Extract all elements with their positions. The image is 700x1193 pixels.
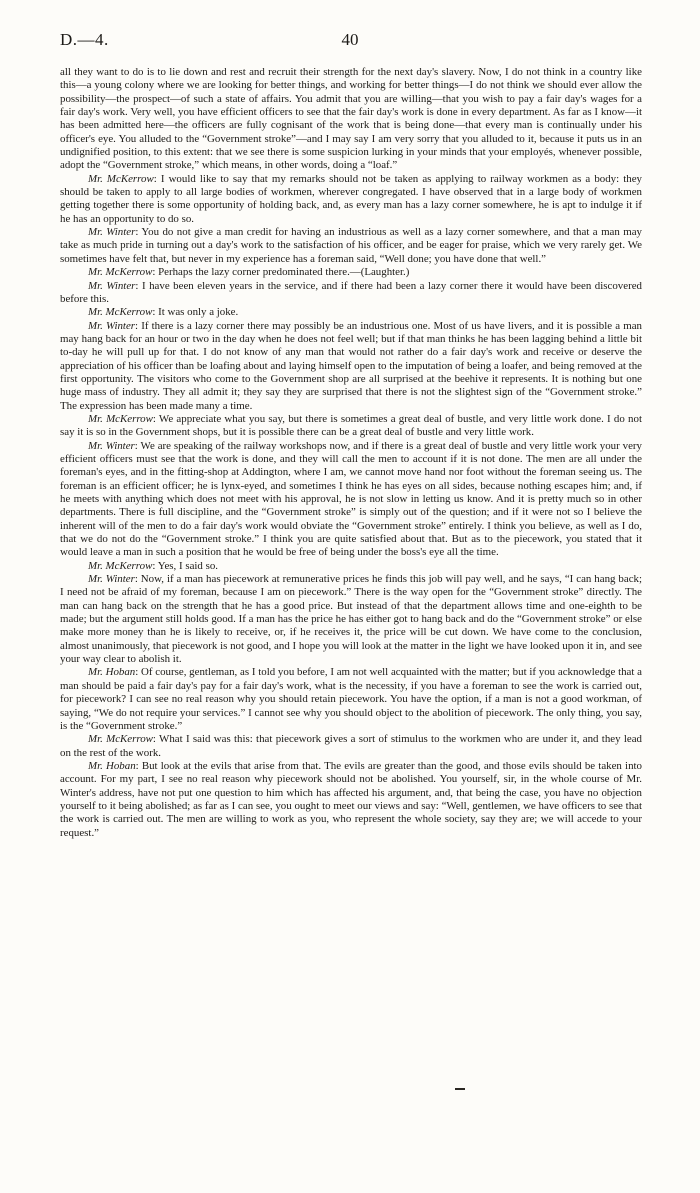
speaker-name: Mr. Winter — [88, 279, 136, 292]
paragraph — [60, 760, 642, 840]
paragraph — [60, 66, 642, 173]
paragraph-text: : What I said was this: that piecework gives a sort of stimulus to the workmen who are under it, and they lead on the rest of the work. — [60, 733, 642, 759]
document-code: D.—4. — [60, 30, 109, 49]
paragraph — [60, 320, 642, 413]
speaker-name: Mr. McKerrow — [88, 733, 153, 746]
speaker-name: Mr. Winter — [88, 439, 135, 452]
paragraph-text: : If there is a lazy corner there may possibly be an industrious one. Most of us have livers, and it is possible a man may hang back for an hour or two in the day when he does not feel well; but if that man thinks he has been lagging behind a little bit to-day he will pull up for that. I do not know of any man that would not rather do a fair day's work and receive or deserve the appreciation of his officer than be loafing about and laying himself open to the imputation of being a loafer, and being removed at the first opportunity. The visitors who come to the Government shop are all surprised at the beehive it represents. It is nothing but one huge mass of industry. They all admit it; they say they are surprised that there is not the slightest sign of the “Government stroke.” The expression has been made many a time. — [60, 319, 643, 412]
speaker-name: Mr. McKerrow — [88, 306, 153, 319]
speaker-name: Mr. Hoban — [88, 759, 136, 772]
paragraph-text: : Now, if a man has piecework at remunerative prices he finds this job will pay well, and he says, “I can hang back; I need not be afraid of my foreman, because I am on piecework.” There is the way open for the “Government stroke” directly. The man can hang back on the strength that he has a good price. But instead of that the department allows time and one-eighth to be made; but the argument still holds good. If a man has the price he has either got to hang back and do the “Government stroke” or else make more money than he is likely to receive, or, if he receives it, the price will be cut down. We have come to the conclusion, almost unanimously, that piecework is not good, and I hope you will look at the matter in the light we have looked upon it in, and see your way clear to abolish it. — [60, 573, 642, 666]
page-body — [60, 66, 642, 840]
paragraph-text: : You do not give a man credit for having an industrious as well as a lazy corner somewhere, and that a man may take as much pride in turning out a day's work to the satisfaction of his officer, and be eager for praise, which we very rarely get. We sometimes have felt that, but never in my experience has a foreman said, “Well done; you have done that well.” — [60, 226, 643, 265]
speaker-name: Mr. McKerrow — [88, 559, 153, 572]
paragraph — [60, 733, 642, 760]
paragraph-text: : Of course, gentleman, as I told you before, I am not well acquainted with the matter; but if you acknowledge that a man should be paid a fair day's pay for a fair day's work, what is the necessity, if you have a foreman to see the work is carried out, for piecework? I can see no real reason why you should retain piecework. You have the option, if a man is not a good workman, of saying, “We do not require your services.” I cannot see why you should object to the abolition of piecework. The only thing, you say, is the “Government stroke.” — [60, 666, 642, 732]
paragraph-text: : Perhaps the lazy corner predominated there.—(Laughter.) — [152, 266, 410, 279]
paragraph — [60, 306, 642, 319]
paragraph-text: : But look at the evils that arise from that. The evils are greater than the good, and those evils should be taken into account. For my part, I see no real reason why piecework should not be abolished. You yourself, sir, in the whole course of Mr. Winter's address, have not put one question to him which has affected his argument, and, that being the case, you have no objection yourself to it being abolished; as far as I can see, you ought to meet our views and say: “Well, gentlemen, we have officers to see that the work is carried out. The men are willing to work as you, who represent the whole society, say they are; we will accede to your request.” — [60, 759, 642, 839]
paragraph-text: : We are speaking of the railway workshops now, and if there is a great deal of bustle and very little work your very efficient officers must see that the work is done, and they will call the men to account if it is not done. The men are all under the foreman's eyes, and in the fitting-shop at Addington, where I am, we cannot move hand nor foot without the foreman seeing us. The foreman is an efficient officer; he is lynx-eyed, and sometimes I think he has eyes on all sides, because nothing escapes him; and, if he meets with anything which does not meet with his approval, he is not slow in letting us know. And it is pretty much so in other departments. There is full discipline, and the “Government stroke” is simply out of the question; and if it were not so I believe the inherent will of the men to do a fair day's work would obviate the “Government stroke” entirely. I think you believe, as well as I do, that we do not do the “Government stroke.” I think you are quite satisfied about that. But as to the piecework, you stated that it would leave a man in such a position that he would be free of being under the boss's eye all the time. — [60, 439, 642, 559]
speaker-name: Mr. McKerrow — [88, 412, 153, 425]
paragraph — [60, 573, 642, 666]
paragraph-text: all they want to do is to lie down and rest and recruit their strength for the next day's slavery. Now, I do not think in a country like this—a young colony where we are looking for better things, and working for better things—I do not think we should ever allow the possibility—the prospect—of such a state of affairs. You admit that you are willing—that you wish to pay a fair day's wages for a fair day's work. Very well, you have efficient officers to see that the fair day's work is done in every department. As far as I know—it has been admitted here—the officers are fully cognisant of the work that is being done—that every man is continually under his officer's eye. You alluded to the “Government stroke”—and I may say I am very sorry that you alluded to it, because it puts us in an undignified position, to this extent: that we see there is some suspicion lurking in your minds that your employés, whenever possible, adopt the “Government stroke,” which means, in other words, doing a “loaf.” — [60, 66, 642, 172]
paragraph-text: : I would like to say that my remarks should not be taken as applying to railway workmen as a body: they should be taken to apply to all large bodies of workmen, wherever congregated. I have observed that in a large body of workmen getting together there is some opportunity of holding back, and, as every man has a lazy corner somewhere, he is apt to indulge it if he has an opportunity to do so. — [60, 172, 642, 225]
page-number: 40 — [341, 30, 359, 49]
speaker-name: Mr. Hoban — [88, 666, 136, 679]
speaker-name: Mr. Winter — [88, 573, 135, 586]
speaker-name: Mr. Winter — [88, 319, 136, 332]
paragraph-text: : Yes, I said so. — [152, 559, 219, 572]
closing-dash-ornament — [455, 1088, 465, 1090]
paragraph — [60, 266, 642, 279]
speaker-name: Mr. Winter — [88, 226, 136, 239]
paragraph — [60, 560, 642, 573]
speaker-name: Mr. McKerrow — [88, 266, 153, 279]
paragraph-text: : I have been eleven years in the service, and if there had been a lazy corner there it would have been discovered before this. — [60, 279, 642, 305]
speaker-name: Mr. McKerrow — [88, 172, 154, 185]
paragraph — [60, 226, 642, 266]
paragraph — [60, 173, 642, 226]
page-header — [60, 30, 640, 52]
paragraph — [60, 413, 642, 440]
paragraph-text: : We appreciate what you say, but there is sometimes a great deal of bustle, and very little work done. I do not say it is so in the Government shops, but it is possible there can be a great deal of bustle and very little work. — [60, 412, 642, 439]
paragraph-text: : It was only a joke. — [152, 306, 239, 319]
paragraph — [60, 280, 642, 307]
paragraph — [60, 440, 642, 560]
paragraph — [60, 666, 642, 733]
